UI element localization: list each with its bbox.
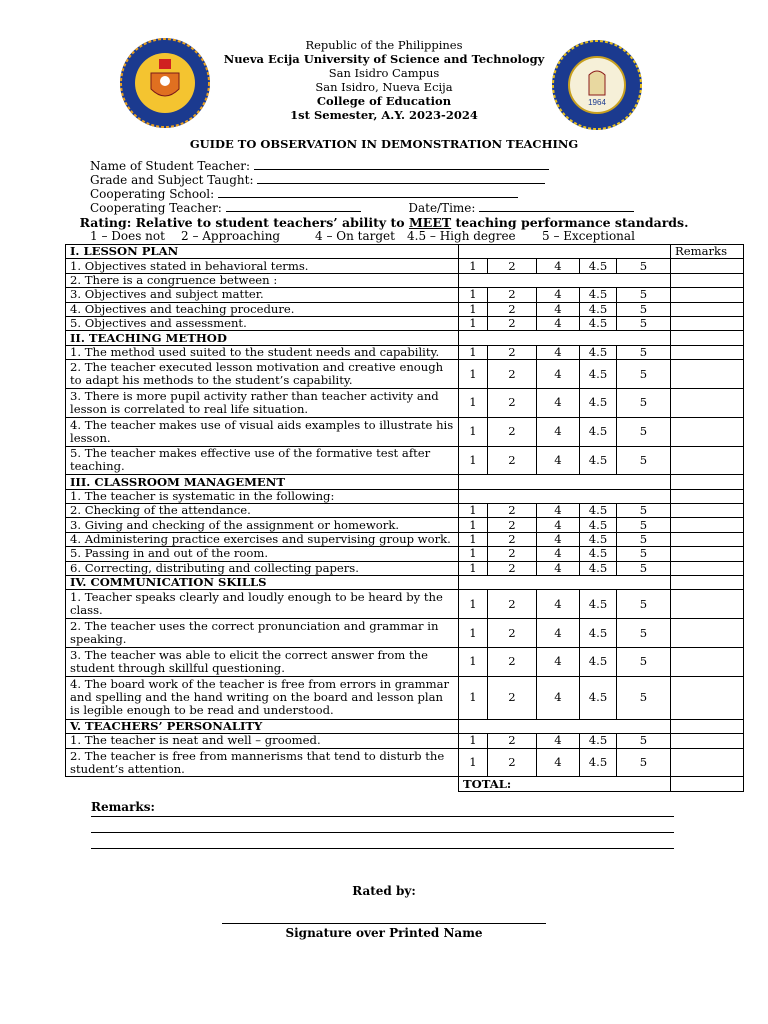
scale-5: 5 – Exceptional xyxy=(542,229,635,243)
score-cell[interactable]: 5 xyxy=(617,619,671,648)
score-cell[interactable]: 4 xyxy=(537,302,580,316)
scale-4-5: 4.5 – High degree xyxy=(407,229,516,243)
score-cell[interactable]: 5 xyxy=(617,417,671,446)
document-header xyxy=(0,38,768,122)
form-title: GUIDE TO OBSERVATION IN DEMONSTRATION TEACHING xyxy=(189,137,579,151)
criteria-text: 3. There is more pupil activity rather than teacher activity and lesson is correlated to real life situation. xyxy=(66,388,459,417)
score-cell[interactable]: 4 xyxy=(537,345,580,359)
remarks-line-3[interactable] xyxy=(91,848,674,849)
score-cell[interactable]: 4.5 xyxy=(580,417,617,446)
empty-score-cell xyxy=(459,475,671,489)
score-cell[interactable]: 1 xyxy=(459,446,488,475)
score-cell[interactable]: 5 xyxy=(617,388,671,417)
score-cell[interactable]: 4.5 xyxy=(580,360,617,389)
remarks-cell[interactable] xyxy=(671,734,744,748)
rated-by-label: Rated by: xyxy=(352,884,416,898)
signature-line[interactable] xyxy=(222,923,546,924)
score-cell[interactable]: 4.5 xyxy=(580,302,617,316)
rating-before: Rating: Relative to student teachers’ ability to xyxy=(79,215,409,230)
header-republic: Republic of the Philippines xyxy=(305,38,463,52)
score-cell[interactable]: 1 xyxy=(459,734,488,748)
score-cell[interactable]: 5 xyxy=(617,532,671,546)
observation-table xyxy=(65,244,744,792)
score-cell[interactable]: 2 xyxy=(488,316,537,330)
remarks-cell[interactable] xyxy=(671,316,744,330)
criteria-row xyxy=(66,676,744,719)
score-cell[interactable]: 1 xyxy=(459,676,488,719)
score-cell[interactable]: 4 xyxy=(537,590,580,619)
score-cell[interactable]: 4 xyxy=(537,734,580,748)
grade-subject-line[interactable] xyxy=(257,172,545,184)
score-cell[interactable]: 1 xyxy=(459,561,488,575)
score-cell[interactable]: 4 xyxy=(537,619,580,648)
rating-instruction xyxy=(0,215,768,230)
remarks-cell[interactable] xyxy=(671,518,744,532)
criteria-row xyxy=(66,734,744,748)
criteria-row xyxy=(66,446,744,475)
remarks-cell[interactable] xyxy=(671,360,744,389)
student-teacher-label: Name of Student Teacher: xyxy=(90,159,251,173)
score-cell[interactable]: 2 xyxy=(488,532,537,546)
criteria-text: 2. The teacher is free from mannerisms that tend to disturb the student’s attention. xyxy=(66,748,459,777)
signature-label: Signature over Printed Name xyxy=(285,926,483,940)
empty-score-cell xyxy=(459,719,671,733)
empty-score-cell xyxy=(459,245,671,259)
score-cell[interactable]: 5 xyxy=(617,288,671,302)
criteria-row xyxy=(66,619,744,648)
grade-subject-field[interactable] xyxy=(90,172,545,187)
score-cell[interactable]: 2 xyxy=(488,676,537,719)
score-cell[interactable]: 1 xyxy=(459,619,488,648)
remarks-cell[interactable] xyxy=(671,748,744,777)
score-cell[interactable]: 1 xyxy=(459,748,488,777)
score-cell[interactable]: 5 xyxy=(617,302,671,316)
criteria-text: 1. The teacher is neat and well – groomed. xyxy=(66,734,459,748)
criteria-text: 1. Objectives stated in behavioral terms. xyxy=(66,259,459,273)
header-university: Nueva Ecija University of Science and Technology xyxy=(223,52,545,66)
score-cell[interactable]: 2 xyxy=(488,446,537,475)
score-cell[interactable]: 4 xyxy=(537,648,580,677)
criteria-row xyxy=(66,259,744,273)
score-cell[interactable]: 1 xyxy=(459,388,488,417)
score-cell[interactable]: 2 xyxy=(488,561,537,575)
score-cell[interactable]: 1 xyxy=(459,417,488,446)
criteria-row xyxy=(66,561,744,575)
cooperating-school-line[interactable] xyxy=(218,186,518,198)
criteria-row xyxy=(66,345,744,359)
score-cell[interactable]: 2 xyxy=(488,417,537,446)
score-cell[interactable]: 4 xyxy=(537,504,580,518)
grade-subject-label: Grade and Subject Taught: xyxy=(90,173,254,187)
score-cell[interactable]: 4 xyxy=(537,417,580,446)
remarks-cell[interactable] xyxy=(671,489,744,503)
total-spacer xyxy=(66,777,459,791)
score-cell[interactable]: 5 xyxy=(617,345,671,359)
scale-2: 2 – Approaching xyxy=(181,229,281,243)
score-cell[interactable]: 4.5 xyxy=(580,532,617,546)
score-cell[interactable]: 1 xyxy=(459,590,488,619)
criteria-text: 2. The teacher uses the correct pronunciation and grammar in speaking. xyxy=(66,619,459,648)
criteria-row xyxy=(66,648,744,677)
score-cell[interactable]: 4.5 xyxy=(580,619,617,648)
score-cell[interactable]: 4.5 xyxy=(580,734,617,748)
score-cell[interactable]: 1 xyxy=(459,316,488,330)
score-cell[interactable]: 2 xyxy=(488,504,537,518)
score-cell[interactable]: 2 xyxy=(488,259,537,273)
score-cell[interactable]: 5 xyxy=(617,259,671,273)
score-cell[interactable]: 4 xyxy=(537,532,580,546)
remarks-cell[interactable] xyxy=(671,259,744,273)
cooperating-teacher-field[interactable] xyxy=(90,200,634,215)
criteria-text: 1. Teacher speaks clearly and loudly enough to be heard by the class. xyxy=(66,590,459,619)
score-cell[interactable]: 2 xyxy=(488,345,537,359)
score-cell[interactable]: 4.5 xyxy=(580,590,617,619)
score-cell[interactable]: 2 xyxy=(488,302,537,316)
criteria-text: 4. The teacher makes use of visual aids examples to illustrate his lesson. xyxy=(66,417,459,446)
criteria-row xyxy=(66,360,744,389)
score-cell[interactable]: 4.5 xyxy=(580,504,617,518)
section-title: V. TEACHERS’ PERSONALITY xyxy=(66,719,459,733)
score-cell[interactable]: 4.5 xyxy=(580,388,617,417)
section-row xyxy=(66,576,744,590)
score-cell[interactable]: 4 xyxy=(537,676,580,719)
score-cell[interactable]: 2 xyxy=(488,648,537,677)
criteria-row xyxy=(66,316,744,330)
score-cell[interactable]: 4.5 xyxy=(580,518,617,532)
score-cell[interactable]: 4 xyxy=(537,748,580,777)
header-college: College of Education xyxy=(316,94,452,108)
score-cell[interactable]: 5 xyxy=(617,504,671,518)
score-cell[interactable]: 1 xyxy=(459,259,488,273)
score-cell[interactable]: 5 xyxy=(617,547,671,561)
section-title: III. CLASSROOM MANAGEMENT xyxy=(66,475,459,489)
rating-meet: MEET xyxy=(408,215,452,230)
remarks-cell[interactable] xyxy=(671,547,744,561)
score-cell[interactable]: 4 xyxy=(537,388,580,417)
score-cell[interactable]: 2 xyxy=(488,388,537,417)
criteria-text: 3. Objectives and subject matter. xyxy=(66,288,459,302)
remarks-cell[interactable] xyxy=(671,302,744,316)
score-cell[interactable]: 2 xyxy=(488,748,537,777)
cooperating-school-label: Cooperating School: xyxy=(90,187,215,201)
header-campus: San Isidro Campus xyxy=(328,66,440,80)
student-teacher-field[interactable] xyxy=(90,158,549,173)
empty-score-cell xyxy=(459,331,671,345)
empty-score-cell xyxy=(459,576,671,590)
empty-score-cell xyxy=(459,489,671,503)
remarks-label: Remarks: xyxy=(91,800,155,814)
score-cell[interactable]: 4.5 xyxy=(580,288,617,302)
remarks-cell[interactable] xyxy=(671,388,744,417)
cooperating-school-field[interactable] xyxy=(90,186,518,201)
date-time-label: Date/Time: xyxy=(408,201,476,215)
score-cell[interactable]: 4 xyxy=(537,561,580,575)
remarks-cell[interactable] xyxy=(671,719,744,733)
remarks-cell[interactable] xyxy=(671,561,744,575)
remarks-cell[interactable] xyxy=(671,504,744,518)
section-title: I. LESSON PLAN xyxy=(66,245,459,259)
total-remarks-cell[interactable] xyxy=(671,777,744,791)
score-cell[interactable]: 4 xyxy=(537,288,580,302)
rating-after: teaching performance standards. xyxy=(451,215,689,230)
score-cell[interactable]: 4.5 xyxy=(580,547,617,561)
criteria-text: 2. The teacher executed lesson motivation and creative enough to adapt his methods to the student’s capability. xyxy=(66,360,459,389)
criteria-row xyxy=(66,417,744,446)
score-cell[interactable]: 5 xyxy=(617,748,671,777)
total-row xyxy=(66,777,744,791)
criteria-text: 5. Objectives and assessment. xyxy=(66,316,459,330)
score-cell[interactable]: 2 xyxy=(488,590,537,619)
criteria-text: 1. The method used suited to the student needs and capability. xyxy=(66,345,459,359)
score-cell[interactable]: 5 xyxy=(617,648,671,677)
criteria-text: 3. Giving and checking of the assignment or homework. xyxy=(66,518,459,532)
criteria-text: 2. Checking of the attendance. xyxy=(66,504,459,518)
score-cell[interactable]: 1 xyxy=(459,648,488,677)
score-cell[interactable]: 4 xyxy=(537,316,580,330)
criteria-row xyxy=(66,748,744,777)
remarks-cell[interactable] xyxy=(671,475,744,489)
section-row xyxy=(66,245,744,259)
scale-4: 4 – On target xyxy=(315,229,395,243)
criteria-text: 4. The board work of the teacher is free from errors in grammar and spelling and the hand writing on the board and lesson plan is legible enough to be read and understood. xyxy=(66,676,459,719)
section-title: IV. COMMUNICATION SKILLS xyxy=(66,576,459,590)
remarks-cell[interactable] xyxy=(671,590,744,619)
scale-1: 1 – Does not xyxy=(90,229,165,243)
remarks-cell[interactable] xyxy=(671,345,744,359)
score-cell[interactable]: 2 xyxy=(488,360,537,389)
remarks-cell[interactable] xyxy=(671,676,744,719)
remarks-cell[interactable] xyxy=(671,446,744,475)
remarks-cell[interactable] xyxy=(671,619,744,648)
score-cell[interactable]: 5 xyxy=(617,446,671,475)
criteria-row xyxy=(66,504,744,518)
criteria-row xyxy=(66,547,744,561)
date-time-line[interactable] xyxy=(479,200,634,212)
score-cell[interactable]: 4.5 xyxy=(580,561,617,575)
header-semester: 1st Semester, A.Y. 2023-2024 xyxy=(290,108,478,122)
score-cell[interactable]: 1 xyxy=(459,288,488,302)
section-title: II. TEACHING METHOD xyxy=(66,331,459,345)
score-cell[interactable]: 5 xyxy=(617,734,671,748)
score-cell[interactable]: 4 xyxy=(537,446,580,475)
score-cell[interactable]: 5 xyxy=(617,360,671,389)
criteria-text: 5. Passing in and out of the room. xyxy=(66,547,459,561)
criteria-text: 4. Objectives and teaching procedure. xyxy=(66,302,459,316)
score-cell[interactable]: 4.5 xyxy=(580,345,617,359)
score-cell[interactable]: 1 xyxy=(459,518,488,532)
criteria-row xyxy=(66,518,744,532)
score-cell[interactable]: 2 xyxy=(488,547,537,561)
score-cell[interactable]: 4.5 xyxy=(580,748,617,777)
score-cell[interactable]: 1 xyxy=(459,504,488,518)
score-cell[interactable]: 1 xyxy=(459,360,488,389)
score-cell[interactable]: 4.5 xyxy=(580,446,617,475)
criteria-row xyxy=(66,590,744,619)
score-cell[interactable]: 4.5 xyxy=(580,676,617,719)
score-cell[interactable]: 2 xyxy=(488,619,537,648)
score-cell[interactable]: 4 xyxy=(537,518,580,532)
score-cell[interactable]: 1 xyxy=(459,547,488,561)
score-cell[interactable]: 5 xyxy=(617,590,671,619)
score-cell[interactable]: 4.5 xyxy=(580,316,617,330)
remarks-header: Remarks xyxy=(671,245,744,259)
cooperating-teacher-line[interactable] xyxy=(226,200,361,212)
empty-score-cell xyxy=(459,273,671,287)
score-cell[interactable]: 2 xyxy=(488,288,537,302)
score-cell[interactable]: 1 xyxy=(459,532,488,546)
criteria-text: 1. The teacher is systematic in the following: xyxy=(66,489,459,503)
criteria-text: 4. Administering practice exercises and supervising group work. xyxy=(66,532,459,546)
score-cell[interactable]: 4 xyxy=(537,259,580,273)
criteria-row xyxy=(66,532,744,546)
criteria-row xyxy=(66,273,744,287)
score-cell[interactable]: 2 xyxy=(488,734,537,748)
remarks-cell[interactable] xyxy=(671,273,744,287)
criteria-row xyxy=(66,489,744,503)
total-label: TOTAL: xyxy=(459,777,671,791)
criteria-text: 5. The teacher makes effective use of the formative test after teaching. xyxy=(66,446,459,475)
score-cell[interactable]: 1 xyxy=(459,302,488,316)
score-cell[interactable]: 5 xyxy=(617,518,671,532)
score-cell[interactable]: 1 xyxy=(459,345,488,359)
remarks-cell[interactable] xyxy=(671,648,744,677)
score-cell[interactable]: 5 xyxy=(617,316,671,330)
score-cell[interactable]: 4.5 xyxy=(580,259,617,273)
score-cell[interactable]: 4.5 xyxy=(580,648,617,677)
remarks-cell[interactable] xyxy=(671,576,744,590)
section-row xyxy=(66,331,744,345)
score-cell[interactable]: 5 xyxy=(617,676,671,719)
criteria-text: 3. The teacher was able to elicit the correct answer from the student through skillful questioning. xyxy=(66,648,459,677)
criteria-row xyxy=(66,288,744,302)
score-cell[interactable]: 4 xyxy=(537,360,580,389)
criteria-text: 6. Correcting, distributing and collecting papers. xyxy=(66,561,459,575)
header-address: San Isidro, Nueva Ecija xyxy=(315,80,453,94)
remarks-cell[interactable] xyxy=(671,417,744,446)
criteria-row xyxy=(66,388,744,417)
cooperating-teacher-label: Cooperating Teacher: xyxy=(90,201,222,215)
criteria-row xyxy=(66,302,744,316)
remarks-line-1[interactable] xyxy=(91,816,674,817)
score-cell[interactable]: 5 xyxy=(617,561,671,575)
criteria-text: 2. There is a congruence between : xyxy=(66,273,459,287)
section-row xyxy=(66,719,744,733)
remarks-cell[interactable] xyxy=(671,288,744,302)
score-cell[interactable]: 4 xyxy=(537,547,580,561)
score-cell[interactable]: 2 xyxy=(488,518,537,532)
student-teacher-line[interactable] xyxy=(254,158,549,170)
remarks-line-2[interactable] xyxy=(91,832,674,833)
section-row xyxy=(66,475,744,489)
logo-year: 1964 xyxy=(588,98,606,107)
remarks-cell[interactable] xyxy=(671,331,744,345)
remarks-cell[interactable] xyxy=(671,532,744,546)
